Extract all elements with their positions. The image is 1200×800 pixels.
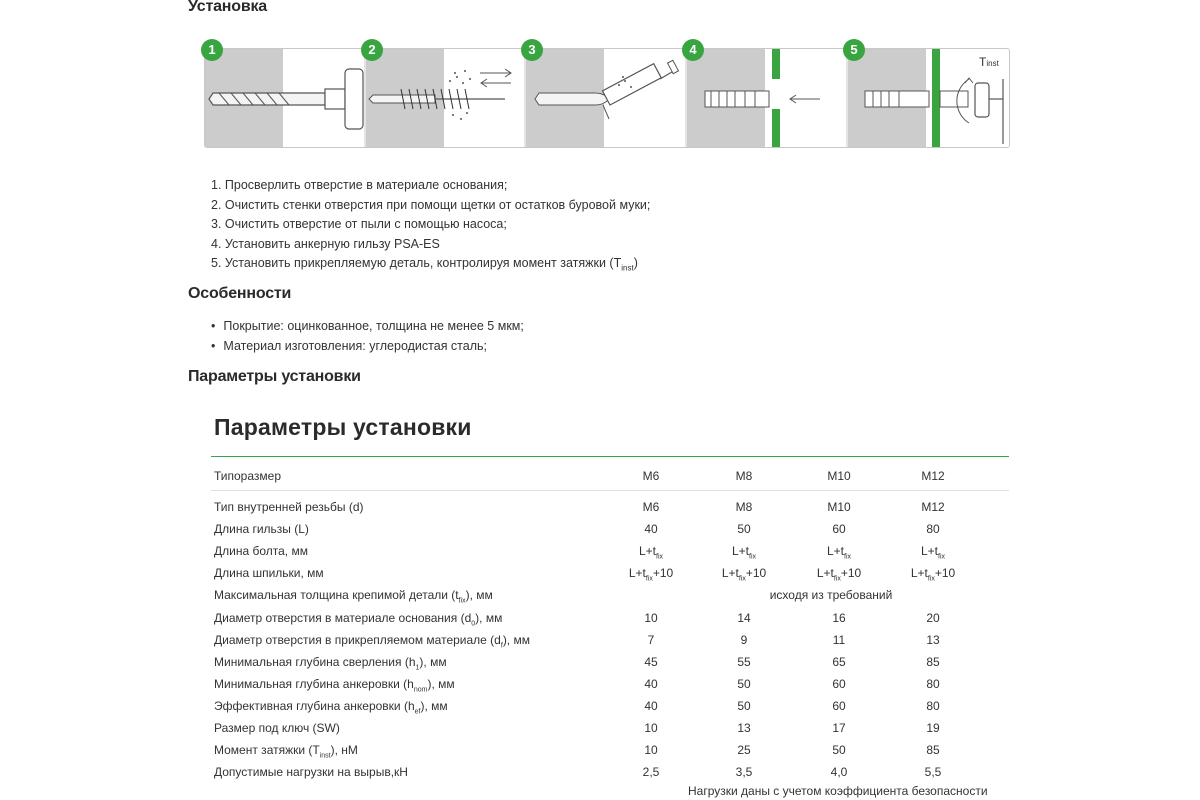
table-cell: исходя из требований <box>769 588 893 603</box>
table-cell: 4,0 <box>830 765 848 780</box>
table-cell: M8 <box>735 500 753 514</box>
table-row <box>214 566 1009 586</box>
table-cell: M6 <box>642 500 660 514</box>
table-cell: 19 <box>926 721 940 735</box>
table-cell: 85 <box>926 743 940 758</box>
table-row <box>214 633 1009 653</box>
step-5-badge: 5 <box>843 39 865 61</box>
table-cell: 3,5 <box>735 765 753 780</box>
table-cell: 80 <box>926 676 940 691</box>
params-heading: Параметры установки <box>188 368 361 385</box>
divider <box>211 456 1009 457</box>
table-cell: 2,5 <box>642 765 660 780</box>
table-row-label: Момент затяжки $(T_{inst})$, нМ <box>214 743 358 760</box>
table-cell: 80 <box>926 698 940 713</box>
table-header-cell: M6 <box>642 469 660 483</box>
table-cell: 50 <box>737 676 751 691</box>
table-cell: $L+t_{fix}$ <box>826 544 851 561</box>
table-cell: 80 <box>926 522 940 537</box>
table-cell: 45 <box>644 654 658 669</box>
list-item: 5. Установить прикрепляемую деталь, контролируя момент затяжки $(T_{inst})$ <box>211 256 638 273</box>
table-cell: 10 <box>644 721 658 735</box>
table-cell: $L+t_{fix}+10$ <box>721 566 767 583</box>
table-row <box>214 500 1009 520</box>
divider <box>211 490 1009 491</box>
step-4-badge: 4 <box>682 39 704 61</box>
list-item: 4. Установить анкерную гильзу PSA-ES <box>211 236 440 251</box>
table-cell: 13 <box>737 721 751 735</box>
features-list <box>211 317 524 356</box>
list-item: 2. Очистить стенки отверстия при помощи щетки от остатков буровой муки; <box>211 197 651 212</box>
table-cell: $L+t_{fix}$ <box>731 544 756 561</box>
table-cell: 7 <box>647 632 655 647</box>
table-row <box>214 544 1009 564</box>
table-row-label: Минимальная глубина анкеровки $(h_{nom})$, мм <box>214 676 455 694</box>
installation-heading: Установка <box>188 0 267 15</box>
list-item: 3. Очистить отверстие от пыли с помощью насоса; <box>211 217 507 231</box>
table-row <box>214 611 1009 631</box>
table-row-label: Диаметр отверстия в прикрепляемом материале $(d_f)$, мм <box>214 632 530 649</box>
table-row-label: Эффективная глубина анкеровки $(h_{ef})$, мм <box>214 698 448 716</box>
table-row-label: Допустимые нагрузки на вырыв,кН <box>214 765 408 780</box>
table-row-label: Размер под ключ (SW) <box>214 721 340 735</box>
table-cell: 50 <box>832 743 846 758</box>
table-cell: $L+t_{fix}+10$ <box>910 566 956 583</box>
table-cell: 14 <box>737 610 751 625</box>
list-item: • Материал изготовления: углеродистая сталь; <box>211 337 524 357</box>
table-cell: 40 <box>644 676 658 691</box>
table-header-cell: M12 <box>921 469 945 483</box>
table-cell: $L+t_{fix}+10$ <box>628 566 674 583</box>
table-cell: 60 <box>832 698 846 713</box>
table-row <box>214 743 1009 763</box>
table-cell: 50 <box>737 522 751 537</box>
table-cell: 40 <box>644 698 658 713</box>
table-header-row <box>214 469 1009 489</box>
table-row-label: Диаметр отверстия в материале основания $(d_0)$, мм <box>214 610 503 627</box>
list-item: 1. Просверлить отверстие в материале основания; <box>211 178 508 192</box>
table-cell: 10 <box>644 610 658 625</box>
table-row <box>214 721 1009 741</box>
table-cell: 20 <box>926 610 940 625</box>
step-3-badge: 3 <box>521 39 543 61</box>
table-row-label: Длина гильзы (L) <box>214 522 309 537</box>
table-row <box>214 588 1009 608</box>
table-cell: 10 <box>644 743 658 758</box>
table-cell: M10 <box>827 500 851 514</box>
table-row <box>214 655 1009 675</box>
table-cell: 65 <box>832 654 846 669</box>
table-header-cell: M10 <box>827 469 851 483</box>
table-row <box>214 765 1009 785</box>
table-row-label: Минимальная глубина сверления $(h_1)$, мм <box>214 654 447 672</box>
list-item: • Покрытие: оцинкованное, толщина не менее 5 мкм; <box>211 317 524 337</box>
table-cell: 17 <box>832 721 846 735</box>
table-row <box>214 677 1009 697</box>
table-header-cell: M8 <box>735 469 753 483</box>
table-cell: 11 <box>832 632 846 647</box>
table-cell: 85 <box>926 654 940 669</box>
step-2-badge: 2 <box>361 39 383 61</box>
table-cell: 40 <box>644 522 658 537</box>
installation-steps <box>211 176 650 278</box>
table-cell: 60 <box>832 676 846 691</box>
torque-label: Tinst <box>979 55 999 69</box>
table-cell: 60 <box>832 522 846 537</box>
table-cell: $L+t_{fix}$ <box>638 544 663 561</box>
step-1-badge: 1 <box>201 39 223 61</box>
table-cell: 25 <box>737 743 751 758</box>
table-cell: $L+t_{fix}+10$ <box>816 566 862 583</box>
table-row-label: Тип внутренней резьбы (d) <box>214 500 364 514</box>
table-row-label: Максимальная толщина крепимой детали $(t_{fix})$, мм <box>214 588 493 605</box>
table-note: Нагрузки даны с учетом коэффициента безопасности <box>688 784 988 798</box>
table-cell: 9 <box>740 632 748 647</box>
installation-diagram <box>204 42 1010 148</box>
table-cell: M12 <box>921 500 945 514</box>
table-row-label: Длина болта, мм <box>214 544 308 559</box>
table-cell: 13 <box>926 632 940 647</box>
table-cell: $L+t_{fix}$ <box>920 544 945 561</box>
table-row <box>214 522 1009 542</box>
table-header-label: Типоразмер <box>214 469 281 483</box>
table-title: Параметры установки <box>214 414 472 440</box>
table-row-label: Длина шпильки, мм <box>214 566 324 581</box>
table-row <box>214 699 1009 719</box>
table-cell: 5,5 <box>924 765 942 780</box>
table-cell: 50 <box>737 698 751 713</box>
table-cell: 16 <box>832 610 846 625</box>
features-heading: Особенности <box>188 285 292 302</box>
table-cell: 55 <box>737 654 751 669</box>
